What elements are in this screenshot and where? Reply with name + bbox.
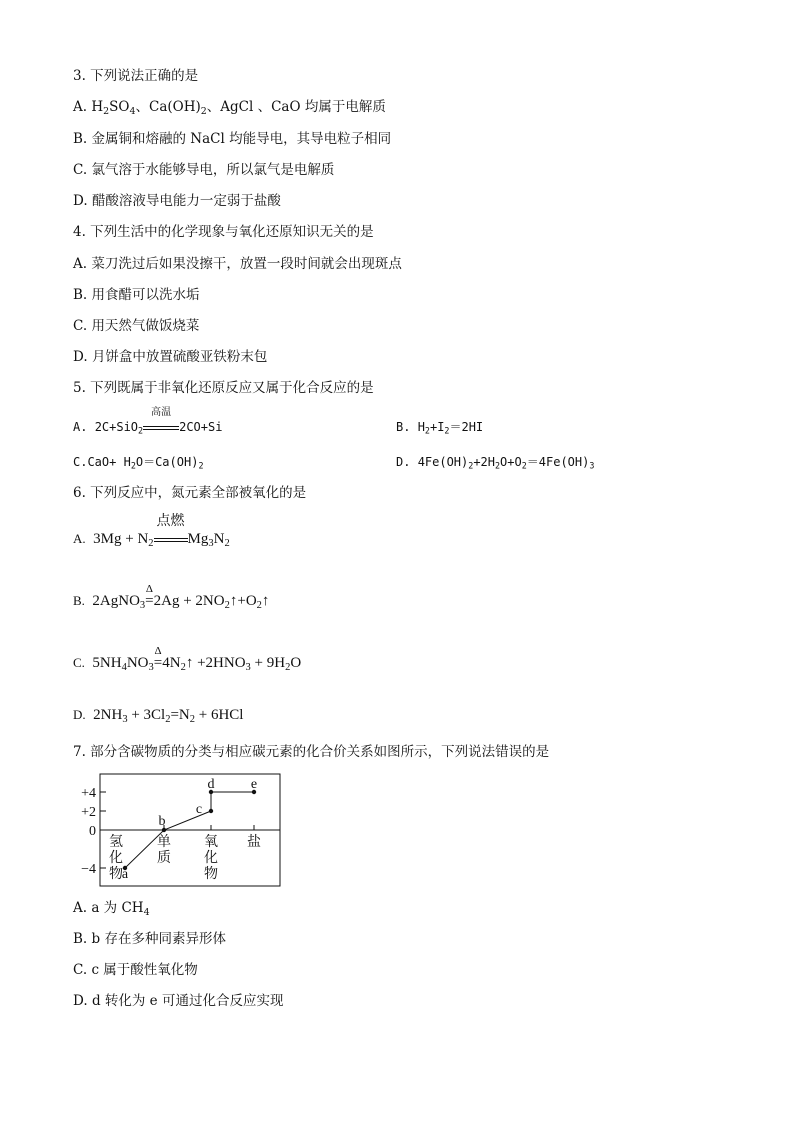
category-label: 氢 (109, 835, 123, 850)
point-label-e: e (250, 777, 258, 792)
q7-option-b: B. b 存在多种同素异形体 (73, 931, 226, 947)
point-label-c: c (195, 802, 203, 817)
category-label: 质 (157, 851, 171, 866)
q7-stem: 7. 部分含碳物质的分类与相应碳元素的化合价关系如图所示，下列说法错误的是 (73, 744, 550, 760)
category-label: 单 (157, 835, 171, 850)
q3-option-d: D. 醋酸溶液导电能力一定弱于盐酸 (73, 193, 281, 209)
q7-option-a: A. a 为 $CH_4$ (73, 900, 150, 918)
q4-option-b: B. 用食醋可以洗水垢 (73, 287, 200, 303)
q6-option-a: A. $3Mg + N_2$ 点燃 $Mg_3N_2$ (73, 514, 230, 550)
category-label: 氧 (204, 835, 218, 850)
category-label: 化 (204, 851, 218, 866)
q7-option-c: C. c 属于酸性氧化物 (73, 962, 198, 978)
q3-stem: 3. 下列说法正确的是 (73, 68, 199, 84)
q5-option-a: A. 2C+SiO$_2$ 高温 2CO+Si (73, 407, 223, 436)
category-label: 物 (109, 867, 123, 882)
y-tick-label: +4 (81, 786, 96, 801)
category-label: 物 (204, 867, 218, 882)
q3-option-a: A. $H_2SO_4$、$Ca(OH)_2$、AgCl 、CaO 均属于电解质 (73, 99, 386, 117)
point-label-a: a (121, 867, 129, 882)
category-label: 化 (109, 851, 123, 866)
q4-option-a: A. 菜刀洗过后如果没擦干，放置一段时间就会出现斑点 (73, 256, 402, 272)
q6-stem: 6. 下列反应中，氮元素全部被氧化的是 (73, 485, 307, 501)
q6-option-b: B. 2AgNO$_3$ Δ $=2Ag + 2NO_2↑+O_2↑$ (73, 583, 270, 612)
q5-option-d: D. $4Fe(OH)_2+2H_2O+O_2=4Fe(OH)_3$ (396, 455, 595, 471)
q6-option-d: D. $2NH_3 + 3Cl_2=N_2 + 6HCl$ (73, 707, 244, 726)
y-tick-label: +2 (81, 805, 96, 820)
q4-option-d: D. 月饼盒中放置硫酸亚铁粉末包 (73, 349, 268, 365)
q3-option-c: C. 氯气溶于水能够导电，所以氯气是电解质 (73, 162, 335, 178)
point-label-b: b (158, 814, 166, 829)
y-tick-label: 0 (89, 824, 96, 839)
data-point-c (209, 809, 213, 813)
q4-stem: 4. 下列生活中的化学现象与氧化还原知识无关的是 (73, 224, 374, 240)
q5-option-b: B. $H_2+I_2=2HI$ (396, 420, 484, 436)
category-label: 盐 (247, 835, 261, 850)
y-tick-label: −4 (81, 862, 96, 877)
valence-chart (72, 772, 284, 888)
q4-option-c: C. 用天然气做饭烧菜 (73, 318, 200, 334)
q5-option-c: $C.CaO+ H_2O=Ca(OH)_2$ (73, 455, 204, 471)
q7-option-d: D. d 转化为 e 可通过化合反应实现 (73, 993, 284, 1009)
q5-stem: 5. 下列既属于非氧化还原反应又属于化合反应的是 (73, 380, 374, 396)
q3-option-b: B. 金属铜和熔融的 NaCl 均能导电，其导电粒子相同 (73, 131, 392, 147)
q6-option-c: C. $5NH_4NO_3$ Δ $=4N_2↑ +2HNO_3 + 9H_2O$ (73, 645, 302, 674)
point-label-d: d (207, 777, 215, 792)
